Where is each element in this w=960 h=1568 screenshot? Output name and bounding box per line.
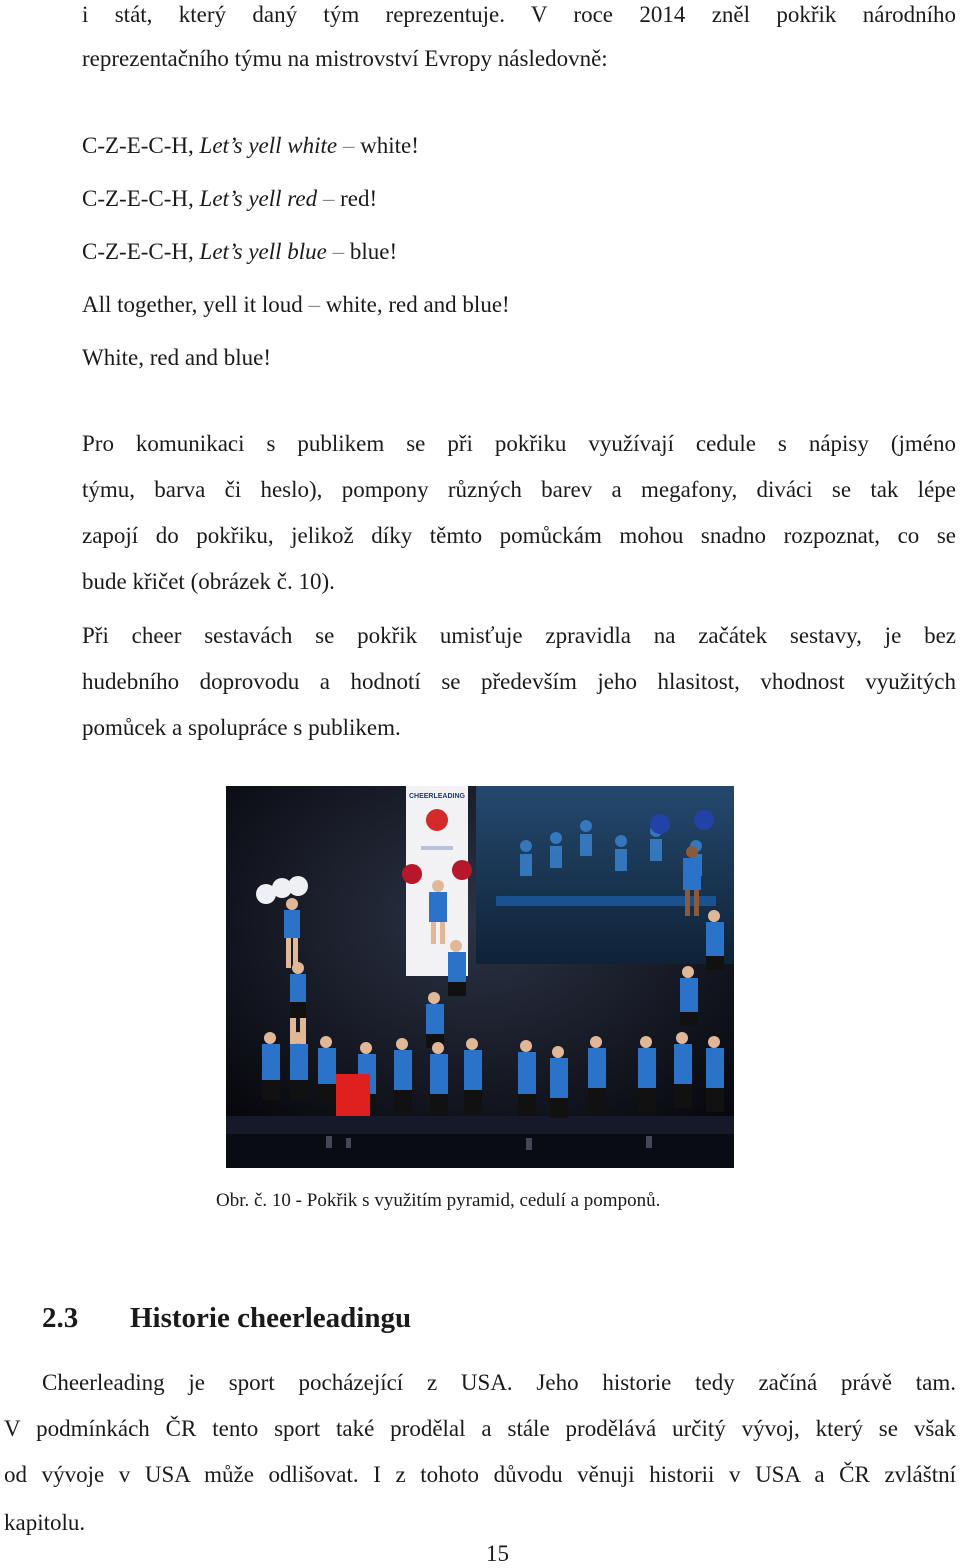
chant-prefix: C-Z-E-C-H,: [82, 133, 200, 158]
chant-dash: –: [337, 133, 361, 158]
chant-dash: –: [302, 292, 326, 317]
chant-line: [82, 290, 510, 320]
chant-dash: –: [326, 239, 350, 264]
paragraph-3-line: od vývoje v USA může odlišovat. I z tohoto důvodu věnuji historii v USA a ČR zvláštní: [4, 1462, 956, 1487]
intro-line-1: i stát, který daný tým reprezentuje. V roce 2014 zněl pokřik národního: [82, 2, 956, 27]
chant-prefix: White, red and blue!: [82, 345, 272, 370]
chant-line: [82, 343, 271, 373]
chant-end: blue!: [349, 239, 398, 264]
paragraph-3-line: V podmínkách ČR tento sport také prodělal a stále prodělává určitý vývoj, který se však: [4, 1416, 956, 1441]
intro-line-2: reprezentačního týmu na mistrovství Evropy následovně:: [82, 46, 608, 71]
paragraph-2-line: Při cheer sestavách se pokřik umisťuje zpravidla na začátek sestavy, je bez: [82, 623, 956, 648]
chant-end: white, red and blue!: [325, 292, 510, 317]
cheer-pyramid-photo: [226, 786, 734, 1168]
chant-end: red!: [340, 186, 378, 211]
chant-end: white!: [360, 133, 419, 158]
section-number: 2.3: [42, 1302, 79, 1334]
chant-italic: Let’s yell red: [199, 186, 318, 211]
chant-dash: –: [317, 186, 341, 211]
figure-caption: Obr. č. 10 - Pokřik s využitím pyramid, cedulí a pomponů.: [216, 1190, 661, 1211]
banner-text: CHEERLEADING: [408, 793, 466, 800]
chant-prefix: C-Z-E-C-H,: [82, 186, 200, 211]
paragraph-2-line: hudebního doprovodu a hodnotí se především jeho hlasitost, vhodnost využitých: [82, 669, 956, 694]
page-number: 15: [486, 1541, 509, 1566]
paragraph-1-line: Pro komunikaci s publikem se při pokřiku využívají cedule s nápisy (jméno: [82, 431, 956, 456]
chant-line: [82, 184, 377, 214]
paragraph-1-line: zapojí do pokřiku, jelikož díky těmto pomůckám mohou snadno rozpoznat, co se: [82, 523, 956, 548]
paragraph-3-line: Cheerleading je sport pocházející z USA. Jeho historie tedy začíná právě tam.: [42, 1370, 956, 1395]
chant-prefix: All together, yell it loud: [82, 292, 303, 317]
paragraph-3-line: kapitolu.: [4, 1510, 86, 1535]
chant-italic: Let’s yell white: [199, 133, 338, 158]
chant-italic: Let’s yell blue: [199, 239, 327, 264]
paragraph-1-line: bude křičet (obrázek č. 10).: [82, 569, 335, 594]
chant-line: [82, 131, 419, 161]
chant-line: [82, 237, 397, 267]
chant-prefix: C-Z-E-C-H,: [82, 239, 200, 264]
red-sign: [336, 1074, 370, 1116]
paragraph-1-line: týmu, barva či heslo), pompony různých barev a megafony, diváci se tak lépe: [82, 477, 956, 502]
banner-logo: [426, 809, 448, 831]
paragraph-2-line: pomůcek a spolupráce s publikem.: [82, 715, 401, 740]
section-title: Historie cheerleadingu: [130, 1302, 412, 1334]
